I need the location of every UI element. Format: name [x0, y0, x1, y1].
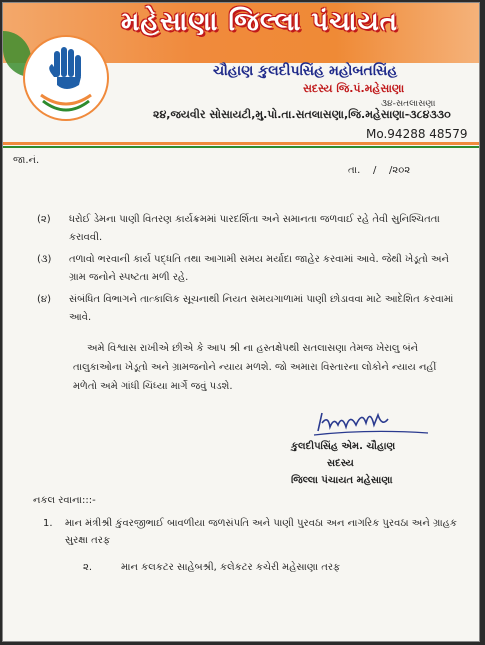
point-text: ધરોઈ ડેમના પાણી વિતરણ કાર્યક્રમમાં પારદર્શિતા અને સમાનતા જળવાઈ રહે તેવી સુનિશ્ચિતતા કરાવવી.	[69, 214, 440, 243]
point-number: (૨)	[37, 214, 51, 225]
member-post: સદસ્ય જિ.પં.મહેસાણા	[303, 82, 405, 95]
copy-text: માન મંત્રીશ્રી કુંવરજીભાઈ બાવળીયા જળસંપતિ અને પાણી પુરવઠા અન નાગરિક પુરવઠા અને ગ્રાહક સુરક્ષા તરફ	[65, 518, 457, 546]
list-item	[37, 211, 467, 247]
reference-number: જા.નં.	[13, 155, 40, 166]
constituency: ૩૪-સતલાસણા	[381, 99, 436, 109]
letterhead-title: મહેસાણા જિલ્લા પંચાયત	[121, 7, 399, 37]
list-item	[37, 251, 467, 287]
list-item	[43, 515, 463, 549]
copy-text: માન કલકટર સાહેબશ્રી, કલેકટર કચેરી મહેસાણા તરફ	[121, 562, 341, 573]
mobile-number: Mo.94288 48579	[366, 127, 468, 141]
closing-text: અમે વિશ્વાસ રાખીએ છીએ કે આપ શ્રી ના હસ્તક્ષેપથી સતલાસણા તેમજ ખેરાલુ બંને તાલુકાઓના ખેડૂતો અને ગ્રામજનોને ન્યાય મળશે. જો અમારા વિસ્તારના લોકોને ન્યાય નહીં મળેતો અમે ગાંધી ચિંધ્યા માર્ગે જવું પડશે.	[73, 343, 437, 392]
handwritten-signature	[308, 405, 438, 441]
member-name: ચૌહાણ કુલદીપસિંહ મહોબતસિંહ	[213, 63, 398, 79]
copy-to-heading: નકલ રવાના:::-	[33, 495, 96, 506]
point-number: (૩)	[37, 254, 52, 265]
congress-hand-logo	[21, 33, 111, 123]
divider-orange	[3, 142, 479, 145]
copy-number: 1.	[43, 518, 53, 529]
closing-paragraph	[73, 339, 463, 396]
divider-green	[3, 146, 479, 148]
signatory-name: કુલદીપસિંહ એમ. ચૌહાણ	[291, 441, 396, 452]
copy-to-list	[43, 515, 463, 586]
letter-page	[2, 2, 480, 642]
copy-number: ૨.	[83, 562, 93, 573]
point-text: સંબંધિત વિભાગને તાત્કાલિક સૂચનાથી નિયત સમયગાળામાં પાણી છોડાવવા માટે આદેશિત કરવામાં આવે.	[69, 294, 454, 323]
address: ૨૪,જયવીર સોસાયટી,મુ.પો.તા.સતલાસણા,જિ.મહેસાણા-૩૮૪૩૩૦	[153, 108, 451, 121]
point-text: તળાવો ભરવાની કાર્ય પદ્ધતિ તથા આગામી સમય મર્યાદા જાહેર કરવામાં આવે. જેથી ખેડૂતો અને ગ્રામ જનોને સ્પષ્ટતા મળી રહે.	[69, 254, 450, 283]
demand-points	[37, 211, 467, 331]
date-line: તા. / /૨૦૨	[348, 165, 411, 176]
signatory-post: સદસ્ય	[327, 458, 354, 469]
list-item	[43, 559, 463, 576]
list-item	[37, 291, 467, 327]
signatory-org: જિલ્લા પંચાયત મહેસાણા	[291, 475, 393, 486]
point-number: (૪)	[37, 294, 52, 305]
